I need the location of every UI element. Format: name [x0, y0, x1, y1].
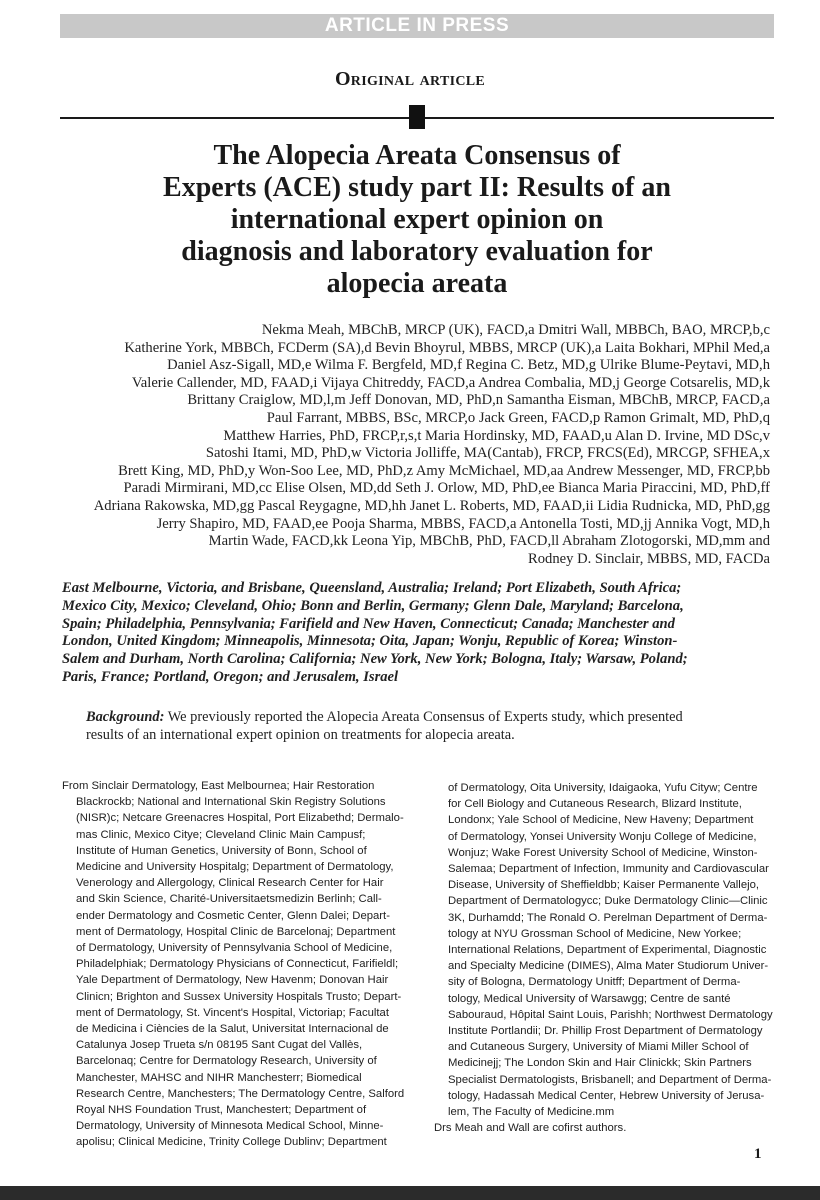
- abstract-line: results of an international expert opinion on treatments for alopecia areata.: [86, 727, 515, 743]
- affiliation-line: tology, Medical University of Warsawgg; Centre de santé: [448, 992, 731, 1005]
- affiliation-line: and Cutaneous Surgery, University of Miami Miller School of: [448, 1041, 749, 1054]
- location-line: East Melbourne, Victoria, and Brisbane, Queensland, Australia; Ireland; Port Elizabeth, South Africa;: [62, 580, 682, 596]
- affiliation-line: Clinicn; Brighton and Sussex University Hospitals Trusto; Depart-: [76, 990, 402, 1003]
- affiliation-line: de Medicina i Ciències de la Salut, Universitat Internacional de: [76, 1023, 389, 1036]
- affiliation-line: tology at NYU Grossman School of Medicine, New Yorkee;: [448, 927, 742, 940]
- author-line: Satoshi Itami, MD, PhD,w Victoria Jolliffe, MA(Cantab), FRCP, FRCS(Ed), MRCGP, SFHEA,x: [205, 445, 770, 462]
- affiliation-line: Salemaa; Department of Infection, Immunity and Cardiovascular: [448, 863, 769, 876]
- author-line: Daniel Asz-Sigall, MD,e Wilma F. Bergfeld, MD,f Regina C. Betz, MD,g Ulrike Blume-Peytavi, MD,h: [167, 357, 770, 374]
- affiliation-line: of Dermatology, Oita University, Idaigaoka, Yufu Cityw; Centre: [448, 782, 758, 794]
- affiliation-line: Institute Portlandii; Dr. Phillip Frost Department of Dermatology: [448, 1025, 763, 1038]
- author-line: Matthew Harries, PhD, FRCP,r,s,t Maria Hordinsky, MD, FAAD,u Alan D. Irvine, MD DSc,v: [223, 427, 770, 444]
- affiliation-line: mas Clinic, Mexico Citye; Cleveland Clinic Main Campusf;: [76, 828, 366, 841]
- title-line: The Alopecia Areata Consensus of: [213, 140, 621, 171]
- article-title: [100, 140, 734, 300]
- affiliation-line: ender Dermatology and Cosmetic Center, Glenn Dalei; Depart-: [76, 909, 390, 922]
- affiliation-line: lem, The Faculty of Medicine.mm: [448, 1106, 615, 1119]
- author-list: [20, 322, 770, 568]
- affiliation-line: Specialist Dermatologists, Brisbanell; and Department of Derma-: [448, 1073, 772, 1086]
- affiliation-line: of Dermatology, University of Pennsylvania School of Medicine,: [76, 942, 393, 955]
- location-line: Mexico City, Mexico; Cleveland, Ohio; Bonn and Berlin, Germany; Glenn Dale, Maryland; Barcelona,: [62, 597, 684, 614]
- affiliation-line: Medicine and University Hospitalg; Department of Dermatology,: [76, 861, 394, 874]
- header-rule-marker: [409, 105, 425, 129]
- affiliation-line: Yale Department of Dermatology, New Havenm; Donovan Hair: [76, 974, 389, 987]
- affiliation-line: Blackrockb; National and International Skin Registry Solutions: [76, 796, 386, 809]
- affiliation-line: ment of Dermatology, Hospital Clinic de Barcelonaj; Department: [76, 925, 396, 938]
- affiliation-line: Catalunya Josep Trueta s/n 08195 Sant Cugat del Vallès,: [76, 1039, 363, 1052]
- affiliation-line: 3K, Durhamdd; The Ronald O. Perelman Department of Derma-: [448, 911, 768, 924]
- affiliation-line: International Relations, Department of Experimental, Diagnostic: [448, 944, 767, 957]
- affiliation-line: Dermatology, University of Minnesota Medical School, Minne-: [76, 1120, 384, 1133]
- location-line: London, United Kingdom; Minneapolis, Minnesota; Oita, Japan; Wonju, Republic of Korea; Winston-: [62, 633, 678, 650]
- affiliation-line: Barcelonaq; Centre for Dermatology Research, University of: [76, 1055, 377, 1068]
- title-line: Experts (ACE) study part II: Results of an: [163, 172, 671, 203]
- affiliation-line: apolisu; Clinical Medicine, Trinity College Dublinv; Department: [76, 1136, 387, 1149]
- author-line: Valerie Callender, MD, FAAD,i Vijaya Chitreddy, FACD,a Andrea Combalia, MD,j George Cotsarelis, MD,k: [131, 374, 770, 391]
- author-line: Adriana Rakowska, MD,gg Pascal Reygagne, MD,hh Janet L. Roberts, MD, FAAD,ii Lidia Rudnicka, MD, PhD,gg: [93, 497, 770, 514]
- affiliation-line: (NISR)c; Netcare Greenacres Hospital, Port Elizabethd; Dermalo-: [76, 812, 404, 825]
- affiliation-line: and Specialty Medicine (DIMES), Alma Mater Studiorum Univer-: [448, 960, 769, 973]
- affiliation-line: and Skin Science, Charité-Universitaetsmedizin Berlinh; Call-: [76, 893, 382, 906]
- affiliations-left-column: [62, 778, 405, 1151]
- abstract: [86, 708, 776, 744]
- affiliation-line: Londonx; Yale School of Medicine, New Haveny; Department: [448, 814, 754, 827]
- title-line: diagnosis and laboratory evaluation for: [181, 236, 653, 267]
- author-line: Brett King, MD, PhD,y Won-Soo Lee, MD, PhD,z Amy McMichael, MD,aa Andrew Messenger, MD, FRCP,bb: [118, 462, 770, 479]
- abstract-text: We previously reported the Alopecia Areata Consensus of Experts study, which presented: [164, 709, 683, 725]
- author-line: Katherine York, MBBCh, FCDerm (SA),d Bevin Bhoyrul, MBBS, MRCP (UK),a Laita Bokhari, MPhil Med,a: [124, 339, 770, 356]
- author-line: Paul Farrant, MBBS, BSc, MRCP,o Jack Green, FACD,p Ramon Grimalt, MD, PhD,q: [266, 409, 770, 426]
- locations: [62, 580, 774, 687]
- bottom-bar: [0, 1186, 820, 1200]
- author-line: Brittany Craiglow, MD,l,m Jeff Donovan, MD, PhD,n Samantha Eisman, MBChB, MRCP, FACD,a: [187, 392, 770, 409]
- location-line: Salem and Durham, North Carolina; California; New York, New York; Bologna, Italy; Warsaw, Poland;: [62, 651, 688, 668]
- affiliation-line: Disease, University of Sheffieldbb; Kaiser Permanente Vallejo,: [448, 879, 760, 892]
- affiliations-right-column: [434, 780, 773, 1136]
- affiliation-line: Venerology and Allergology, Clinical Research Center for Hair: [76, 877, 384, 890]
- affiliation-line: Manchester, MAHSC and NIHR Manchesterr; Biomedical: [76, 1071, 362, 1084]
- affiliation-line: for Cell Biology and Cutaneous Research, Blizard Institute,: [448, 798, 742, 811]
- affiliation-line: ment of Dermatology, St. Vincent's Hospital, Victoriap; Facultat: [76, 1006, 389, 1019]
- affiliation-line: Research Centre, Manchesters; The Dermatology Centre, Salford: [76, 1087, 405, 1100]
- abstract-background-label: Background:: [86, 709, 165, 725]
- affiliation-line: of Dermatology, Yonsei University Wonju College of Medicine,: [448, 830, 757, 843]
- affiliation-line: Institute of Human Genetics, University of Bonn, School of: [76, 844, 367, 857]
- author-line: Paradi Mirmirani, MD,cc Elise Olsen, MD,dd Seth J. Orlow, MD, PhD,ee Bianca Maria Piraccini, MD, PhD,ff: [123, 480, 770, 497]
- affiliation-line: tology, Hadassah Medical Center, Hebrew University of Jerusa-: [448, 1089, 765, 1102]
- article-in-press-banner: ARTICLE IN PRESS: [60, 14, 774, 38]
- affiliation-line: Philadelphiak; Dermatology Physicians of Connecticut, Farifieldl;: [76, 958, 399, 971]
- cofirst-authors-note: Drs Meah and Wall are cofirst authors.: [434, 1122, 627, 1135]
- title-line: alopecia areata: [326, 268, 508, 299]
- location-line: Spain; Philadelphia, Pennsylvania; Farifield and New Haven, Connecticut; Canada; Manchester and: [62, 615, 675, 632]
- affiliation-line: Sabouraud, Hôpital Saint Louis, Parishh; Northwest Dermatology: [448, 1008, 773, 1021]
- author-line: Jerry Shapiro, MD, FAAD,ee Pooja Sharma, MBBS, FACD,a Antonella Tosti, MD,jj Annika Vogt, MD,h: [156, 515, 770, 532]
- author-line: Martin Wade, FACD,kk Leona Yip, MBChB, PhD, FACD,ll Abraham Zlotogorski, MD,mm and: [208, 533, 770, 550]
- section-label: Original article: [334, 68, 486, 90]
- affiliation-line: Wonjuz; Wake Forest University School of Medicine, Winston-: [448, 846, 758, 859]
- affiliation-line: From Sinclair Dermatology, East Melbournea; Hair Restoration: [62, 780, 375, 792]
- affiliation-line: Medicinejj; The London Skin and Hair Clinickk; Skin Partners: [448, 1057, 752, 1070]
- affiliation-line: Royal NHS Foundation Trust, Manchestert; Department of: [76, 1104, 367, 1117]
- author-line: Rodney D. Sinclair, MBBS, MD, FACDa: [528, 550, 770, 567]
- author-line: Nekma Meah, MBChB, MRCP (UK), FACD,a Dmitri Wall, MBBCh, BAO, MRCP,b,c: [261, 322, 770, 338]
- title-line: international expert opinion on: [230, 204, 604, 235]
- page-number: 1: [754, 1146, 762, 1162]
- affiliation-line: sity of Bologna, Dermatology Unitff; Department of Derma-: [448, 976, 741, 989]
- affiliation-line: Department of Dermatologycc; Duke Dermatology Clinic—Clinic: [448, 895, 768, 908]
- location-line: Paris, France; Portland, Oregon; and Jerusalem, Israel: [62, 668, 399, 685]
- abstract-line: [86, 708, 776, 726]
